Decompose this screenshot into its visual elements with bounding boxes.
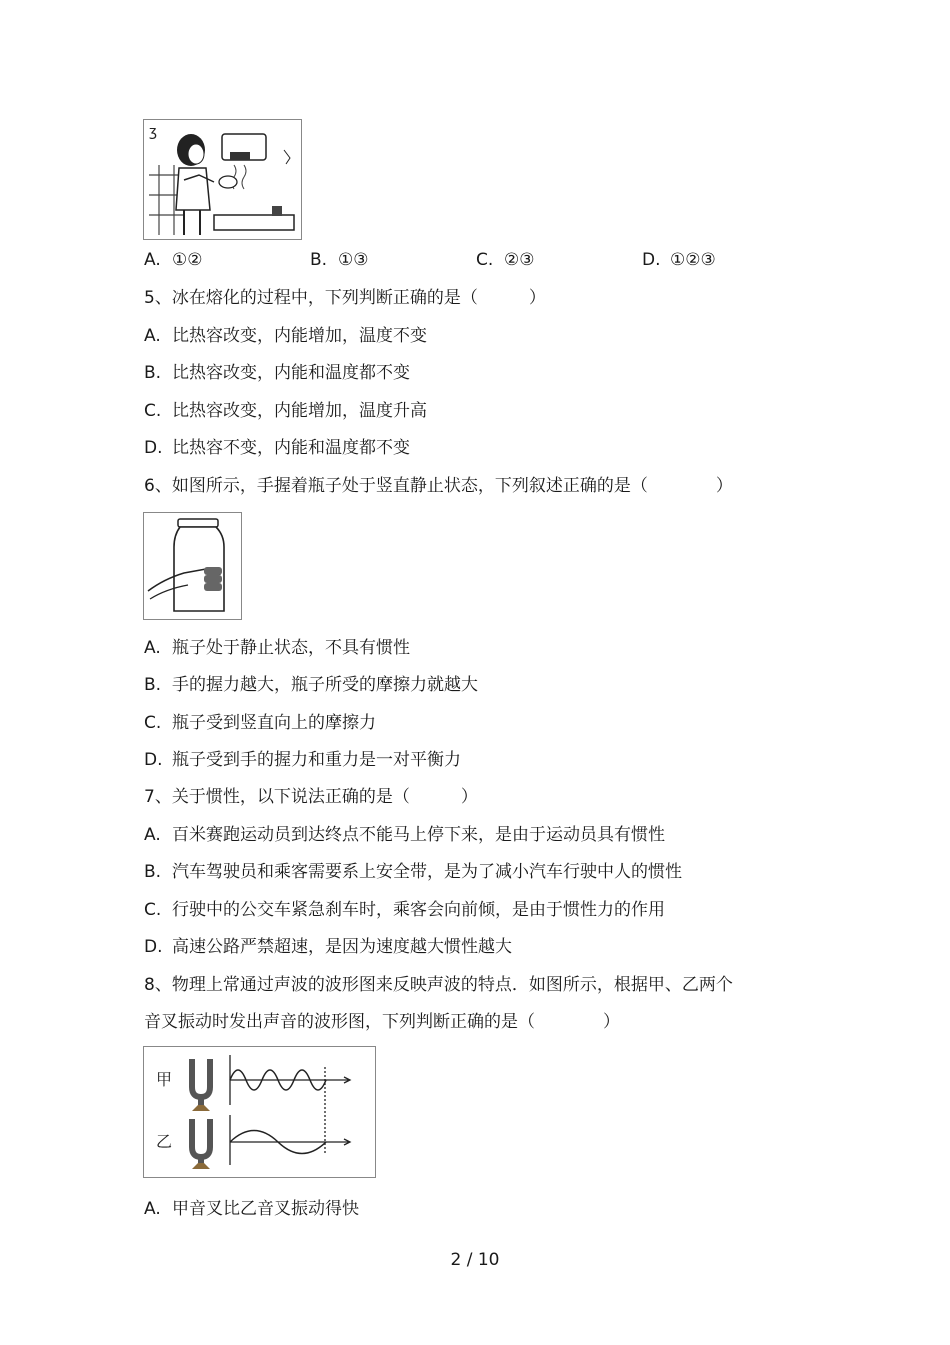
q7-option-d[interactable]: D. 高速公路严禁超速，是因为速度越大惯性越大 [144, 937, 512, 957]
q5-option-d[interactable]: D. 比热容不变，内能和温度都不变 [144, 438, 410, 458]
tuning-fork-jia-icon [192, 1059, 210, 1111]
q5-option-b[interactable]: B. 比热容改变，内能和温度都不变 [144, 363, 410, 383]
svg-text:ʒ: ʒ [149, 124, 158, 140]
label-jia: 甲 [156, 1070, 173, 1089]
q7-option-a[interactable]: A. 百米赛跑运动员到达终点不能马上停下来，是由于运动员具有惯性 [144, 825, 665, 845]
figure-hand-dryer [143, 119, 302, 240]
q7-stem: 7、关于惯性，以下说法正确的是（ ） [144, 787, 478, 807]
q6-option-a[interactable]: A. 瓶子处于静止状态，不具有惯性 [144, 638, 410, 658]
q6-stem: 6、如图所示，手握着瓶子处于竖直静止状态，下列叙述正确的是（ ） [144, 476, 733, 496]
q8-stem-line2: 音叉振动时发出声音的波形图，下列判断正确的是（ ） [144, 1012, 620, 1032]
q6-option-b[interactable]: B. 手的握力越大，瓶子所受的摩擦力就越大 [144, 675, 478, 695]
q8-stem-line1: 8、物理上常通过声波的波形图来反映声波的特点．如图所示，根据甲、乙两个 [144, 975, 733, 995]
q4-choice-b[interactable]: B. ①③ [310, 250, 369, 270]
q4-choice-a[interactable]: A. ①② [144, 250, 203, 270]
tuning-fork-yi-icon [192, 1119, 210, 1169]
q5-option-c[interactable]: C. 比热容改变，内能增加，温度升高 [144, 401, 427, 421]
q7-option-b[interactable]: B. 汽车驾驶员和乘客需要系上安全带，是为了减小汽车行驶中人的惯性 [144, 862, 682, 882]
q4-choice-c[interactable]: C. ②③ [476, 250, 535, 270]
label-yi: 乙 [156, 1132, 173, 1151]
figure-bottle-in-hand [143, 512, 242, 620]
q5-stem: 5、冰在熔化的过程中，下列判断正确的是（ ） [144, 288, 546, 308]
q6-option-d[interactable]: D. 瓶子受到手的握力和重力是一对平衡力 [144, 750, 461, 770]
q7-option-c[interactable]: C. 行驶中的公交车紧急刹车时，乘客会向前倾，是由于惯性力的作用 [144, 900, 665, 920]
q8-option-a[interactable]: A. 甲音叉比乙音叉振动得快 [144, 1199, 359, 1219]
page-number: 2 / 10 [450, 1250, 500, 1270]
q4-choice-d[interactable]: D. ①②③ [642, 250, 716, 270]
q6-option-c[interactable]: C. 瓶子受到竖直向上的摩擦力 [144, 713, 376, 733]
q5-option-a[interactable]: A. 比热容改变，内能增加，温度不变 [144, 326, 427, 346]
figure-tuning-fork-waveforms [143, 1046, 376, 1178]
